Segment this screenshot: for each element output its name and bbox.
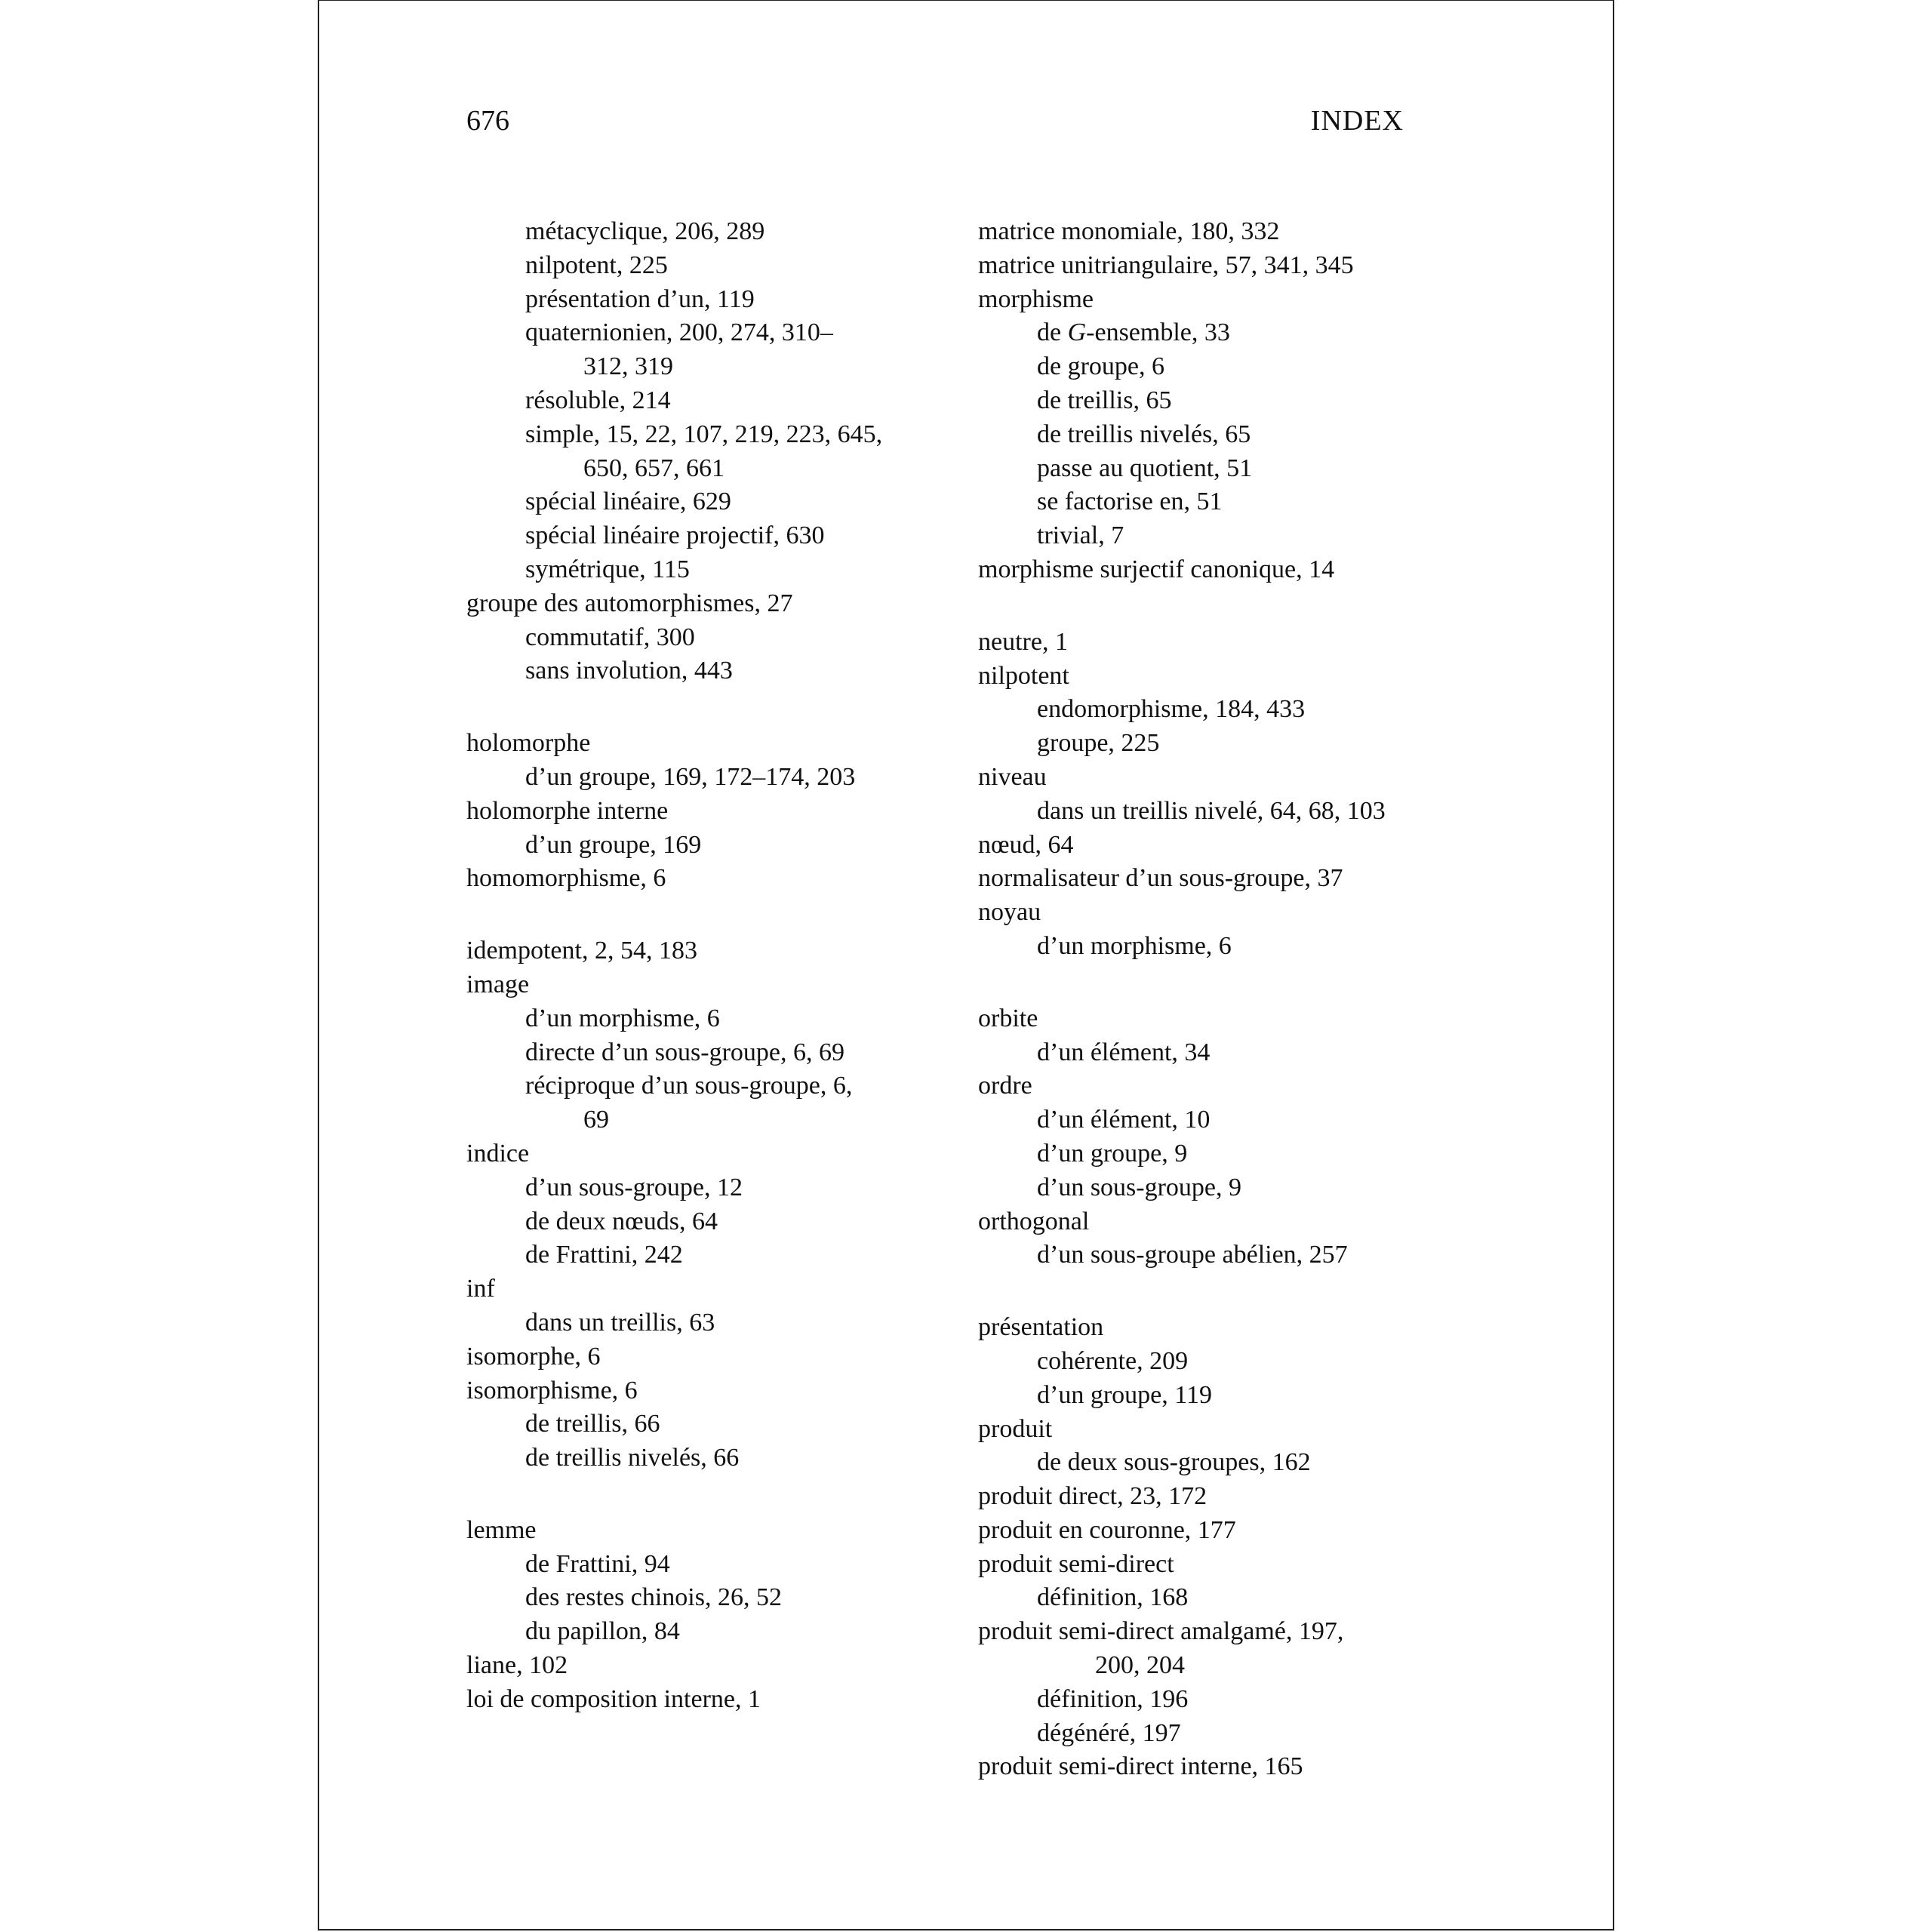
index-entry: matrice monomiale, 180, 332 — [978, 217, 1280, 245]
index-subentry: d’un morphisme, 6 — [1037, 931, 1232, 960]
index-entry: groupe des automorphismes, 27 — [466, 589, 793, 617]
section-gap — [466, 1475, 912, 1514]
index-subentry: de Frattini, 94 — [525, 1549, 670, 1578]
index-subentry: endomorphisme, 184, 433 — [1037, 695, 1306, 724]
index-entry: morphisme surjectif canonique, 14 — [978, 555, 1335, 583]
section-gap — [978, 964, 1431, 1002]
index-subentry: d’un sous-groupe abélien, 257 — [1037, 1241, 1348, 1269]
index-subentry: des restes chinois, 26, 52 — [525, 1583, 782, 1612]
index-entry: idempotent, 2, 54, 183 — [466, 937, 697, 965]
section-gap — [466, 688, 912, 727]
index-column-right — [978, 215, 1431, 1784]
index-subentry: dans un treillis nivelé, 64, 68, 103 — [1037, 796, 1386, 825]
index-subentry: quaternionien, 200, 274, 310– — [525, 318, 833, 347]
index-entry: lemme — [466, 1515, 537, 1544]
index-entry: produit direct, 23, 172 — [978, 1482, 1208, 1511]
running-header — [466, 100, 1404, 142]
index-entry: nilpotent — [978, 661, 1069, 690]
index-entry: image — [466, 970, 530, 998]
index-entry: holomorphe — [466, 729, 591, 758]
index-entry-continuation: 650, 657, 661 — [583, 454, 724, 482]
index-entry: orthogonal — [978, 1207, 1090, 1235]
index-subentry: de treillis, 66 — [525, 1410, 660, 1438]
index-subentry: directe d’un sous-groupe, 6, 69 — [525, 1038, 845, 1066]
index-entry: isomorphe, 6 — [466, 1342, 601, 1371]
index-subentry: d’un groupe, 169 — [525, 830, 702, 859]
index-subentry: nilpotent, 225 — [525, 251, 668, 279]
index-subentry: simple, 15, 22, 107, 219, 223, 645, — [525, 420, 883, 448]
index-entry: noyau — [978, 898, 1041, 927]
index-subentry: de treillis nivelés, 66 — [525, 1444, 740, 1472]
index-entry: orbite — [978, 1004, 1038, 1032]
section-gap — [466, 896, 912, 934]
index-subentry: métacyclique, 206, 289 — [525, 217, 765, 245]
index-entry: normalisateur d’un sous-groupe, 37 — [978, 864, 1343, 893]
index-entry: ordre — [978, 1072, 1032, 1100]
index-entry: nœud, 64 — [978, 830, 1074, 859]
index-subentry: spécial linéaire, 629 — [525, 488, 731, 516]
index-subentry: réciproque d’un sous-groupe, 6, — [525, 1072, 853, 1100]
section-gap — [978, 587, 1431, 626]
index-subentry: d’un morphisme, 6 — [525, 1004, 720, 1032]
index-entry-continuation: 200, 204 — [1095, 1651, 1185, 1680]
index-subentry: dans un treillis, 63 — [525, 1308, 715, 1337]
index-subentry: d’un groupe, 9 — [1037, 1139, 1188, 1168]
index-entry: morphisme — [978, 285, 1094, 313]
index-entry: indice — [466, 1139, 530, 1168]
index-subentry: symétrique, 115 — [525, 555, 690, 583]
italic-symbol: G — [1067, 318, 1087, 347]
index-column-left — [466, 215, 912, 1717]
index-entry: produit — [978, 1414, 1053, 1443]
index-subentry: cohérente, 209 — [1037, 1346, 1189, 1375]
index-subentry: spécial linéaire projectif, 630 — [525, 521, 825, 550]
index-entry: neutre, 1 — [978, 627, 1068, 656]
index-subentry: d’un élément, 34 — [1037, 1038, 1211, 1066]
page-number: 676 — [466, 105, 509, 137]
index-subentry: d’un élément, 10 — [1037, 1106, 1211, 1134]
index-subentry: de deux sous-groupes, 162 — [1037, 1448, 1311, 1477]
index-entry-continuation: 69 — [583, 1106, 609, 1134]
index-subentry: de treillis, 65 — [1037, 386, 1172, 414]
index-subentry: d’un groupe, 119 — [1037, 1380, 1212, 1409]
index-entry: présentation — [978, 1313, 1104, 1342]
index-subentry: d’un sous-groupe, 12 — [525, 1173, 743, 1201]
index-subentry: de groupe, 6 — [1037, 352, 1165, 381]
page-title: INDEX — [1310, 105, 1404, 137]
index-subentry: de deux nœuds, 64 — [525, 1207, 718, 1235]
index-entry: inf — [466, 1275, 495, 1303]
index-subentry: de Frattini, 242 — [525, 1241, 683, 1269]
index-subentry: trivial, 7 — [1037, 521, 1124, 550]
index-subentry: dégénéré, 197 — [1037, 1718, 1181, 1747]
index-entry: produit semi-direct amalgamé, 197, — [978, 1617, 1344, 1646]
index-subentry: d’un sous-groupe, 9 — [1037, 1173, 1242, 1201]
index-entry: produit semi-direct interne, 165 — [978, 1752, 1303, 1781]
section-gap — [978, 1272, 1431, 1311]
index-subentry: de G-ensemble, 33 — [1037, 318, 1230, 347]
index-entry: produit semi-direct — [978, 1549, 1174, 1578]
index-subentry: résoluble, 214 — [525, 386, 671, 414]
index-entry: homomorphisme, 6 — [466, 864, 666, 893]
index-subentry: passe au quotient, 51 — [1037, 454, 1253, 482]
index-subentry: groupe, 225 — [1037, 729, 1160, 758]
index-subentry: commutatif, 300 — [525, 623, 695, 651]
index-entry: produit en couronne, 177 — [978, 1515, 1236, 1544]
index-subentry: définition, 168 — [1037, 1583, 1189, 1612]
index-entry: loi de composition interne, 1 — [466, 1684, 761, 1713]
index-subentry: définition, 196 — [1037, 1684, 1189, 1713]
index-entry-continuation: 312, 319 — [583, 352, 673, 381]
index-subentry: se factorise en, 51 — [1037, 488, 1223, 516]
index-subentry: de treillis nivelés, 65 — [1037, 420, 1251, 448]
index-entry: matrice unitriangulaire, 57, 341, 345 — [978, 251, 1354, 279]
index-entry: isomorphisme, 6 — [466, 1376, 638, 1404]
index-subentry: d’un groupe, 169, 172–174, 203 — [525, 762, 856, 791]
index-entry: liane, 102 — [466, 1651, 568, 1680]
index-entry: niveau — [978, 762, 1047, 791]
index-entry: holomorphe interne — [466, 796, 669, 825]
index-subentry: présentation d’un, 119 — [525, 285, 755, 313]
index-subentry: du papillon, 84 — [525, 1617, 680, 1646]
index-subentry: sans involution, 443 — [525, 657, 733, 685]
